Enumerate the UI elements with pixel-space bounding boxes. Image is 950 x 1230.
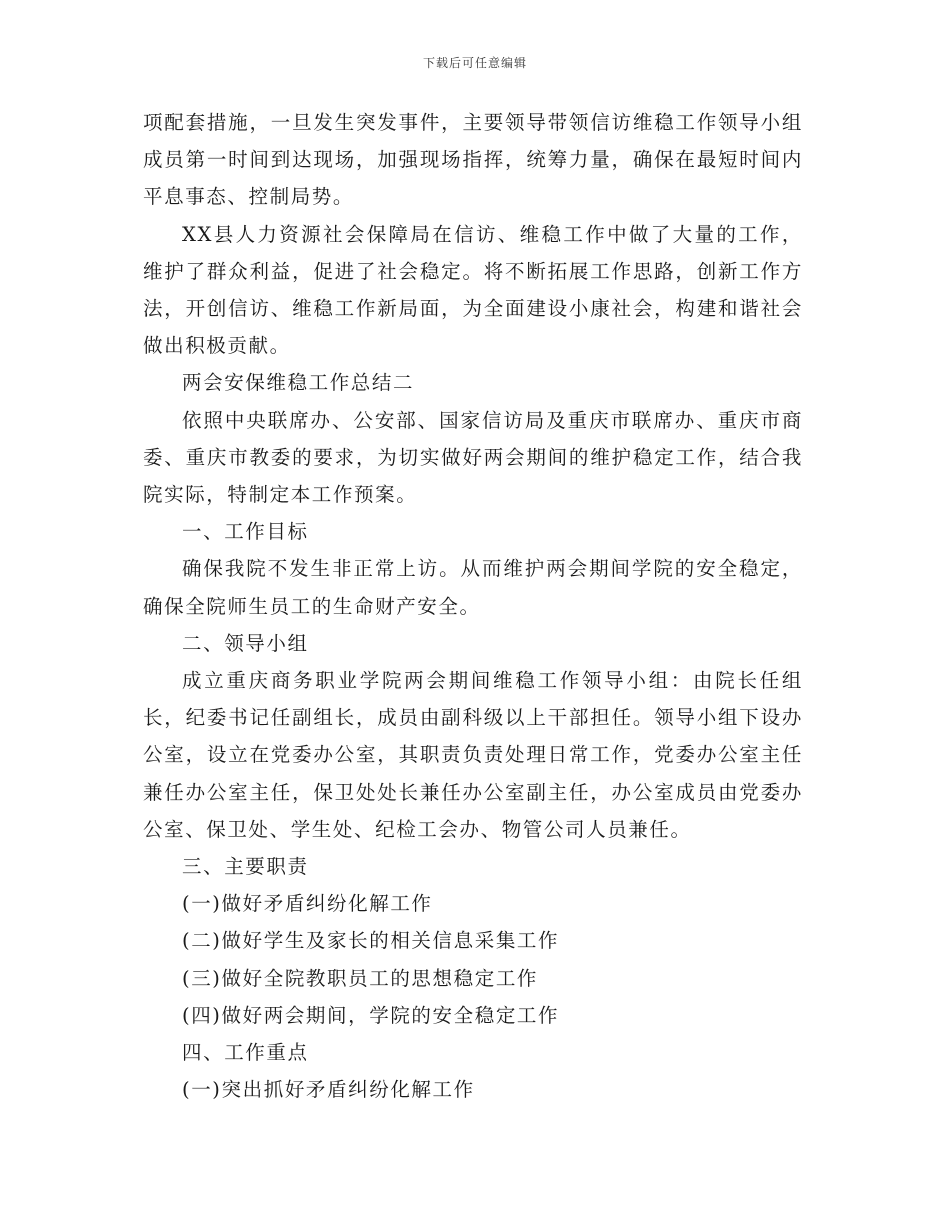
paragraph-4: 确保我院不发生非正常上访。从而维护两会期间学院的安全稳定，确保全院师生员工的生命财产安全。	[143, 557, 803, 618]
heading-goals: 一、工作目标	[182, 520, 309, 544]
list-item: (一)突出抓好矛盾纠纷化解工作	[182, 1078, 475, 1102]
heading-leadership: 二、领导小组	[182, 631, 309, 655]
heading-focus: 四、工作重点	[182, 1041, 309, 1065]
list-item: (二)做好学生及家长的相关信息采集工作	[182, 929, 560, 953]
paragraph-3: 依照中央联席办、公安部、国家信访局及重庆市联席办、重庆市商委、重庆市教委的要求，为切实做好两会期间的维护稳定工作，结合我院实际，特制定本工作预案。	[143, 408, 803, 507]
section-title: 两会安保维稳工作总结二	[182, 371, 415, 395]
heading-duties: 三、主要职责	[182, 855, 309, 879]
list-item: (三)做好全院教职员工的思想稳定工作	[182, 966, 539, 990]
paragraph-1: 项配套措施，一旦发生突发事件，主要领导带领信访维稳工作领导小组成员第一时间到达现场，加强现场指挥，统筹力量，确保在最短时间内平息事态、控制局势。	[143, 111, 803, 209]
document-body	[143, 104, 803, 1108]
list-item: (一)做好矛盾纠纷化解工作	[182, 892, 433, 916]
page-header: 下载后可任意编辑	[422, 56, 527, 70]
list-item: (四)做好两会期间，学院的安全稳定工作	[182, 1003, 560, 1027]
paragraph-5: 成立重庆商务职业学院两会期间维稳工作领导小组：由院长任组长，纪委书记任副组长，成员由副科级以上干部担任。领导小组下设办公室，设立在党委办公室，其职责负责处理日常工作，党委办公室主任兼任办公室主任，保卫处处长兼任办公室副主任，办公室成员由党委办公室、保卫处、学生处、纪检工会办、物管公司人员兼任。	[143, 669, 803, 841]
paragraph-2: XX县人力资源社会保障局在信访、维稳工作中做了大量的工作，维护了群众利益，促进了社会稳定。将不断拓展工作思路，创新工作方法，开创信访、维稳工作新局面，为全面建设小康社会，构建和谐社会做出积极贡献。	[143, 222, 803, 358]
